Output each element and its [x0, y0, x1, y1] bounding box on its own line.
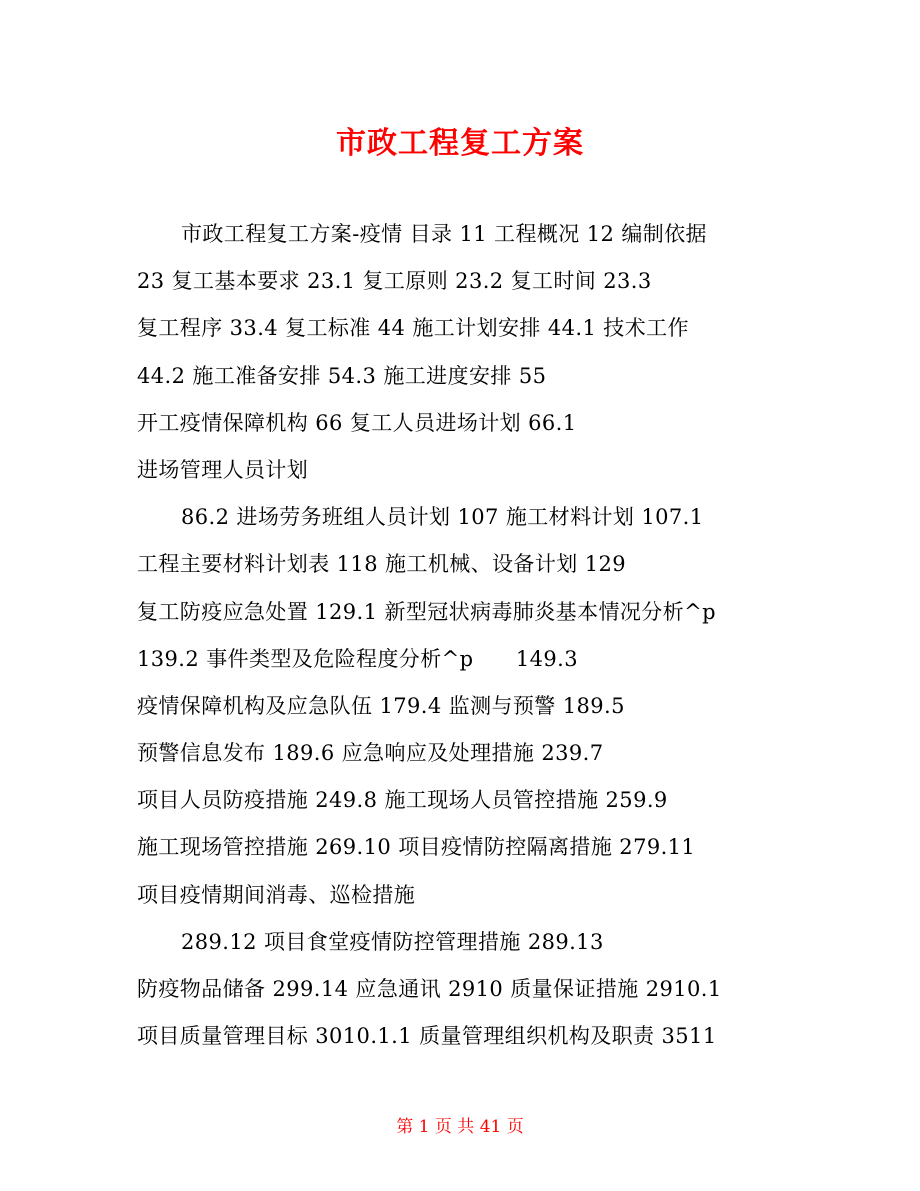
body-line: 23 复工基本要求 23.1 复工原则 23.2 复工时间 23.3 — [137, 269, 652, 294]
body-line: 289.12 项目食堂疫情防控管理措施 289.13 — [181, 929, 604, 954]
body-line: 开工疫情保障机构 66 复工人员进场计划 66.1 — [137, 410, 577, 435]
body-line: 项目人员防疫措施 249.8 施工现场人员管控措施 259.9 — [137, 788, 668, 813]
body-line: 项目疫情期间消毒、巡检措施 — [137, 882, 416, 907]
body-line: 工程主要材料计划表 118 施工机械、设备计划 129 — [137, 552, 626, 577]
body-line: 进场管理人员计划 — [137, 457, 309, 482]
body-line: 施工现场管控措施 269.10 项目疫情防控隔离措施 279.11 — [137, 835, 696, 860]
document-body — [137, 214, 797, 1063]
body-line: 市政工程复工方案-疫情 目录 11 工程概况 12 编制依据 — [181, 222, 707, 246]
body-line: 防疫物品储备 299.14 应急通讯 2910 质量保证措施 2910.1 — [137, 977, 722, 1001]
page-number-footer: 第 1 页 共 41 页 — [396, 1117, 524, 1137]
body-line: 复工程序 33.4 复工标准 44 施工计划安排 44.1 技术工作 — [137, 316, 689, 341]
body-line: 预警信息发布 189.6 应急响应及处理措施 239.7 — [137, 741, 604, 766]
body-line: 疫情保障机构及应急队伍 179.4 监测与预警 189.5 — [137, 693, 625, 718]
document-title: 市政工程复工方案 — [336, 126, 584, 161]
body-line: 44.2 施工准备安排 54.3 施工进度安排 55 — [137, 363, 547, 388]
body-line: 139.2 事件类型及危险程度分析^p 149.3 — [137, 646, 579, 671]
body-line: 复工防疫应急处置 129.1 新型冠状病毒肺炎基本情况分析^p — [137, 599, 716, 624]
body-line: 86.2 进场劳务班组人员计划 107 施工材料计划 107.1 — [181, 505, 704, 530]
body-line: 项目质量管理目标 3010.1.1 质量管理组织机构及职责 3511 — [137, 1024, 717, 1049]
